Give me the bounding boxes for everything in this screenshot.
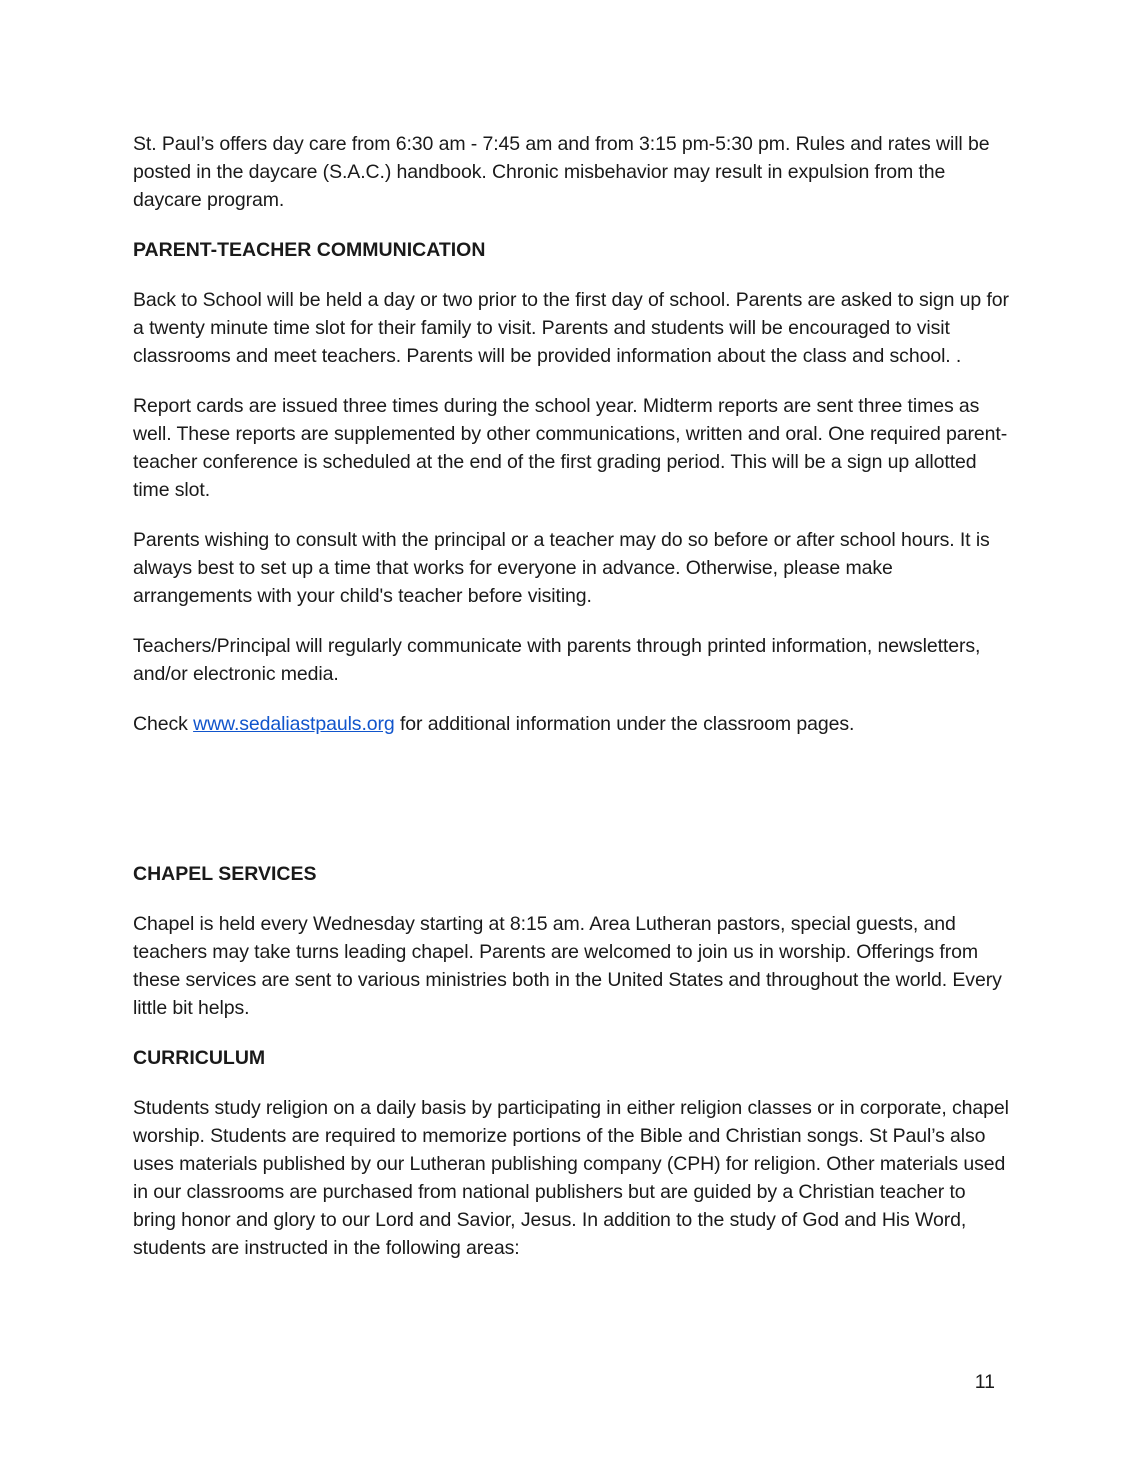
check-suffix: for additional information under the classroom pages.: [394, 713, 855, 735]
section-spacer: [133, 760, 1013, 860]
parent-teacher-heading: PARENT-TEACHER COMMUNICATION: [133, 239, 486, 261]
report-cards-paragraph: Report cards are issued three times during the school year. Midterm reports are sent three times as well. These reports are supplemented by other communications, written and oral. One required parent-teacher conference is scheduled at the end of the first grading period. This will be a sign up allotted time slot.: [133, 395, 1008, 501]
check-prefix: Check: [133, 713, 194, 735]
chapel-paragraph: Chapel is held every Wednesday starting at 8:15 am. Area Lutheran pastors, special guests, and teachers may take turns leading chapel. Parents are welcomed to join us in worship. Offerings from these services are sent to various ministries both in the United States and throughout the world. Every little bit helps.: [133, 913, 1002, 1019]
website-paragraph: [133, 710, 1013, 738]
curriculum-heading: CURRICULUM: [133, 1047, 266, 1069]
curriculum-paragraph: Students study religion on a daily basis by participating in either religion classes or in corporate, chapel worship. Students are required to memorize portions of the Bible and Christian songs. St Paul’s also uses materials published by our Lutheran publishing company (CPH) for religion. Other materials used in our classrooms are purchased from national publishers but are guided by a Christian teacher to bring honor and glory to our Lord and Savior, Jesus. In addition to the study of God and His Word, students are instructed in the following areas:: [133, 1097, 1009, 1259]
document-page: [133, 130, 1013, 1284]
communication-paragraph: Teachers/Principal will regularly communicate with parents through printed information, newsletters, and/or electronic media.: [133, 635, 981, 685]
school-website-link[interactable]: www.sedaliastpauls.org: [193, 713, 395, 735]
daycare-paragraph: St. Paul’s offers day care from 6:30 am - 7:45 am and from 3:15 pm-5:30 pm. Rules and rates will be posted in the daycare (S.A.C.) handbook. Chronic misbehavior may result in expulsion from the daycare program.: [133, 133, 990, 211]
page-number: 11: [974, 1371, 995, 1393]
consult-paragraph: Parents wishing to consult with the principal or a teacher may do so before or after school hours. It is always best to set up a time that works for everyone in advance. Otherwise, please make arrangements with your child's teacher before visiting.: [133, 529, 990, 607]
chapel-heading: CHAPEL SERVICES: [133, 863, 317, 885]
back-to-school-paragraph: Back to School will be held a day or two prior to the first day of school. Parents are asked to sign up for a twenty minute time slot for their family to visit. Parents and students will be encouraged to visit classrooms and meet teachers. Parents will be provided information about the class and school. .: [133, 289, 1009, 367]
